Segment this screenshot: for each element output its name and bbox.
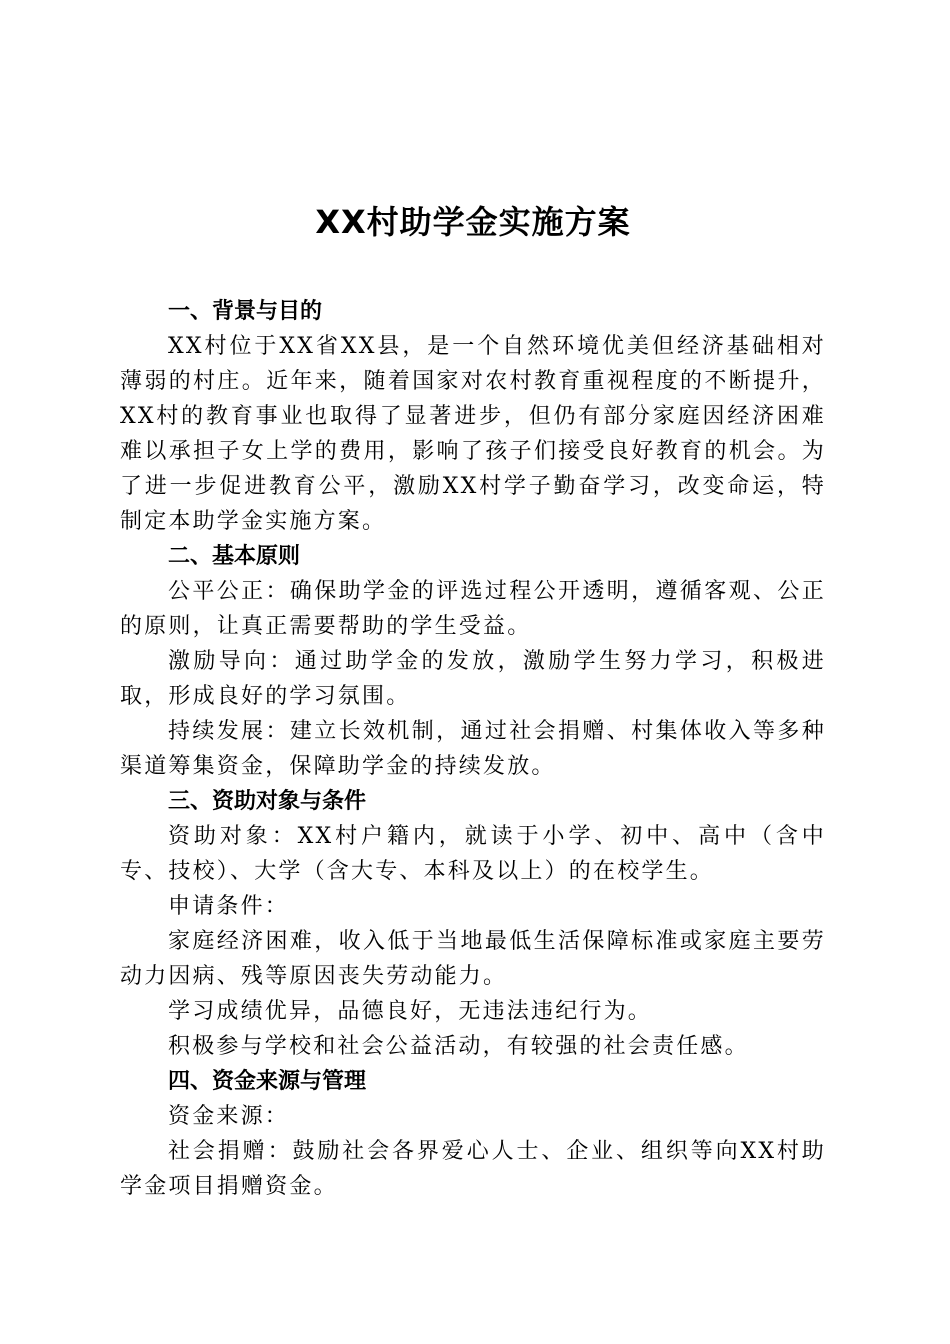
document-title: XX村助学金实施方案 [315,203,631,241]
section-heading: 三、资助对象与条件 [168,789,367,814]
paragraph: 学习成绩优异，品德良好，无违法违纪行为。 [168,999,653,1024]
paragraph: 家庭经济困难，收入低于当地最低生活保障标准或家庭主要劳动力因病、残等原因丧失劳动能力。 [120,929,826,989]
section-heading: 四、资金来源与管理 [168,1069,367,1094]
section-heading: 二、基本原则 [168,544,301,569]
paragraph: 公平公正：确保助学金的评选过程公开透明，遵循客观、公正的原则，让真正需要帮助的学生受益。 [120,579,826,639]
section-funding [120,1064,826,1204]
section-eligibility [120,784,826,1064]
section-heading: 一、背景与目的 [168,299,323,324]
paragraph: XX村位于XX省XX县，是一个自然环境优美但经济基础相对薄弱的村庄。近年来，随着国家对农村教育重视程度的不断提升，XX村的教育事业也取得了显著进步，但仍有部分家庭因经济困难难以承担子女上学的费用，影响了孩子们接受良好教育的机会。为了进一步促进教育公平，激励XX村学子勤奋学习，改变命运，特制定本助学金实施方案。 [120,334,826,534]
paragraph: 资金来源： [168,1104,290,1129]
section-principles [120,539,826,784]
paragraph: 积极参与学校和社会公益活动，有较强的社会责任感。 [168,1034,749,1059]
paragraph: 社会捐赠：鼓励社会各界爱心人士、企业、组织等向XX村助学金项目捐赠资金。 [120,1139,826,1199]
paragraph: 持续发展：建立长效机制，通过社会捐赠、村集体收入等多种渠道筹集资金，保障助学金的持续发放。 [120,719,826,779]
paragraph: 激励导向：通过助学金的发放，激励学生努力学习，积极进取，形成良好的学习氛围。 [120,649,826,709]
paragraph: 资助对象：XX村户籍内，就读于小学、初中、高中（含中专、技校）、大学（含大专、本科及以上）的在校学生。 [120,824,826,884]
document-page [120,196,826,1204]
section-background [120,294,826,539]
paragraph: 申请条件： [168,894,290,919]
